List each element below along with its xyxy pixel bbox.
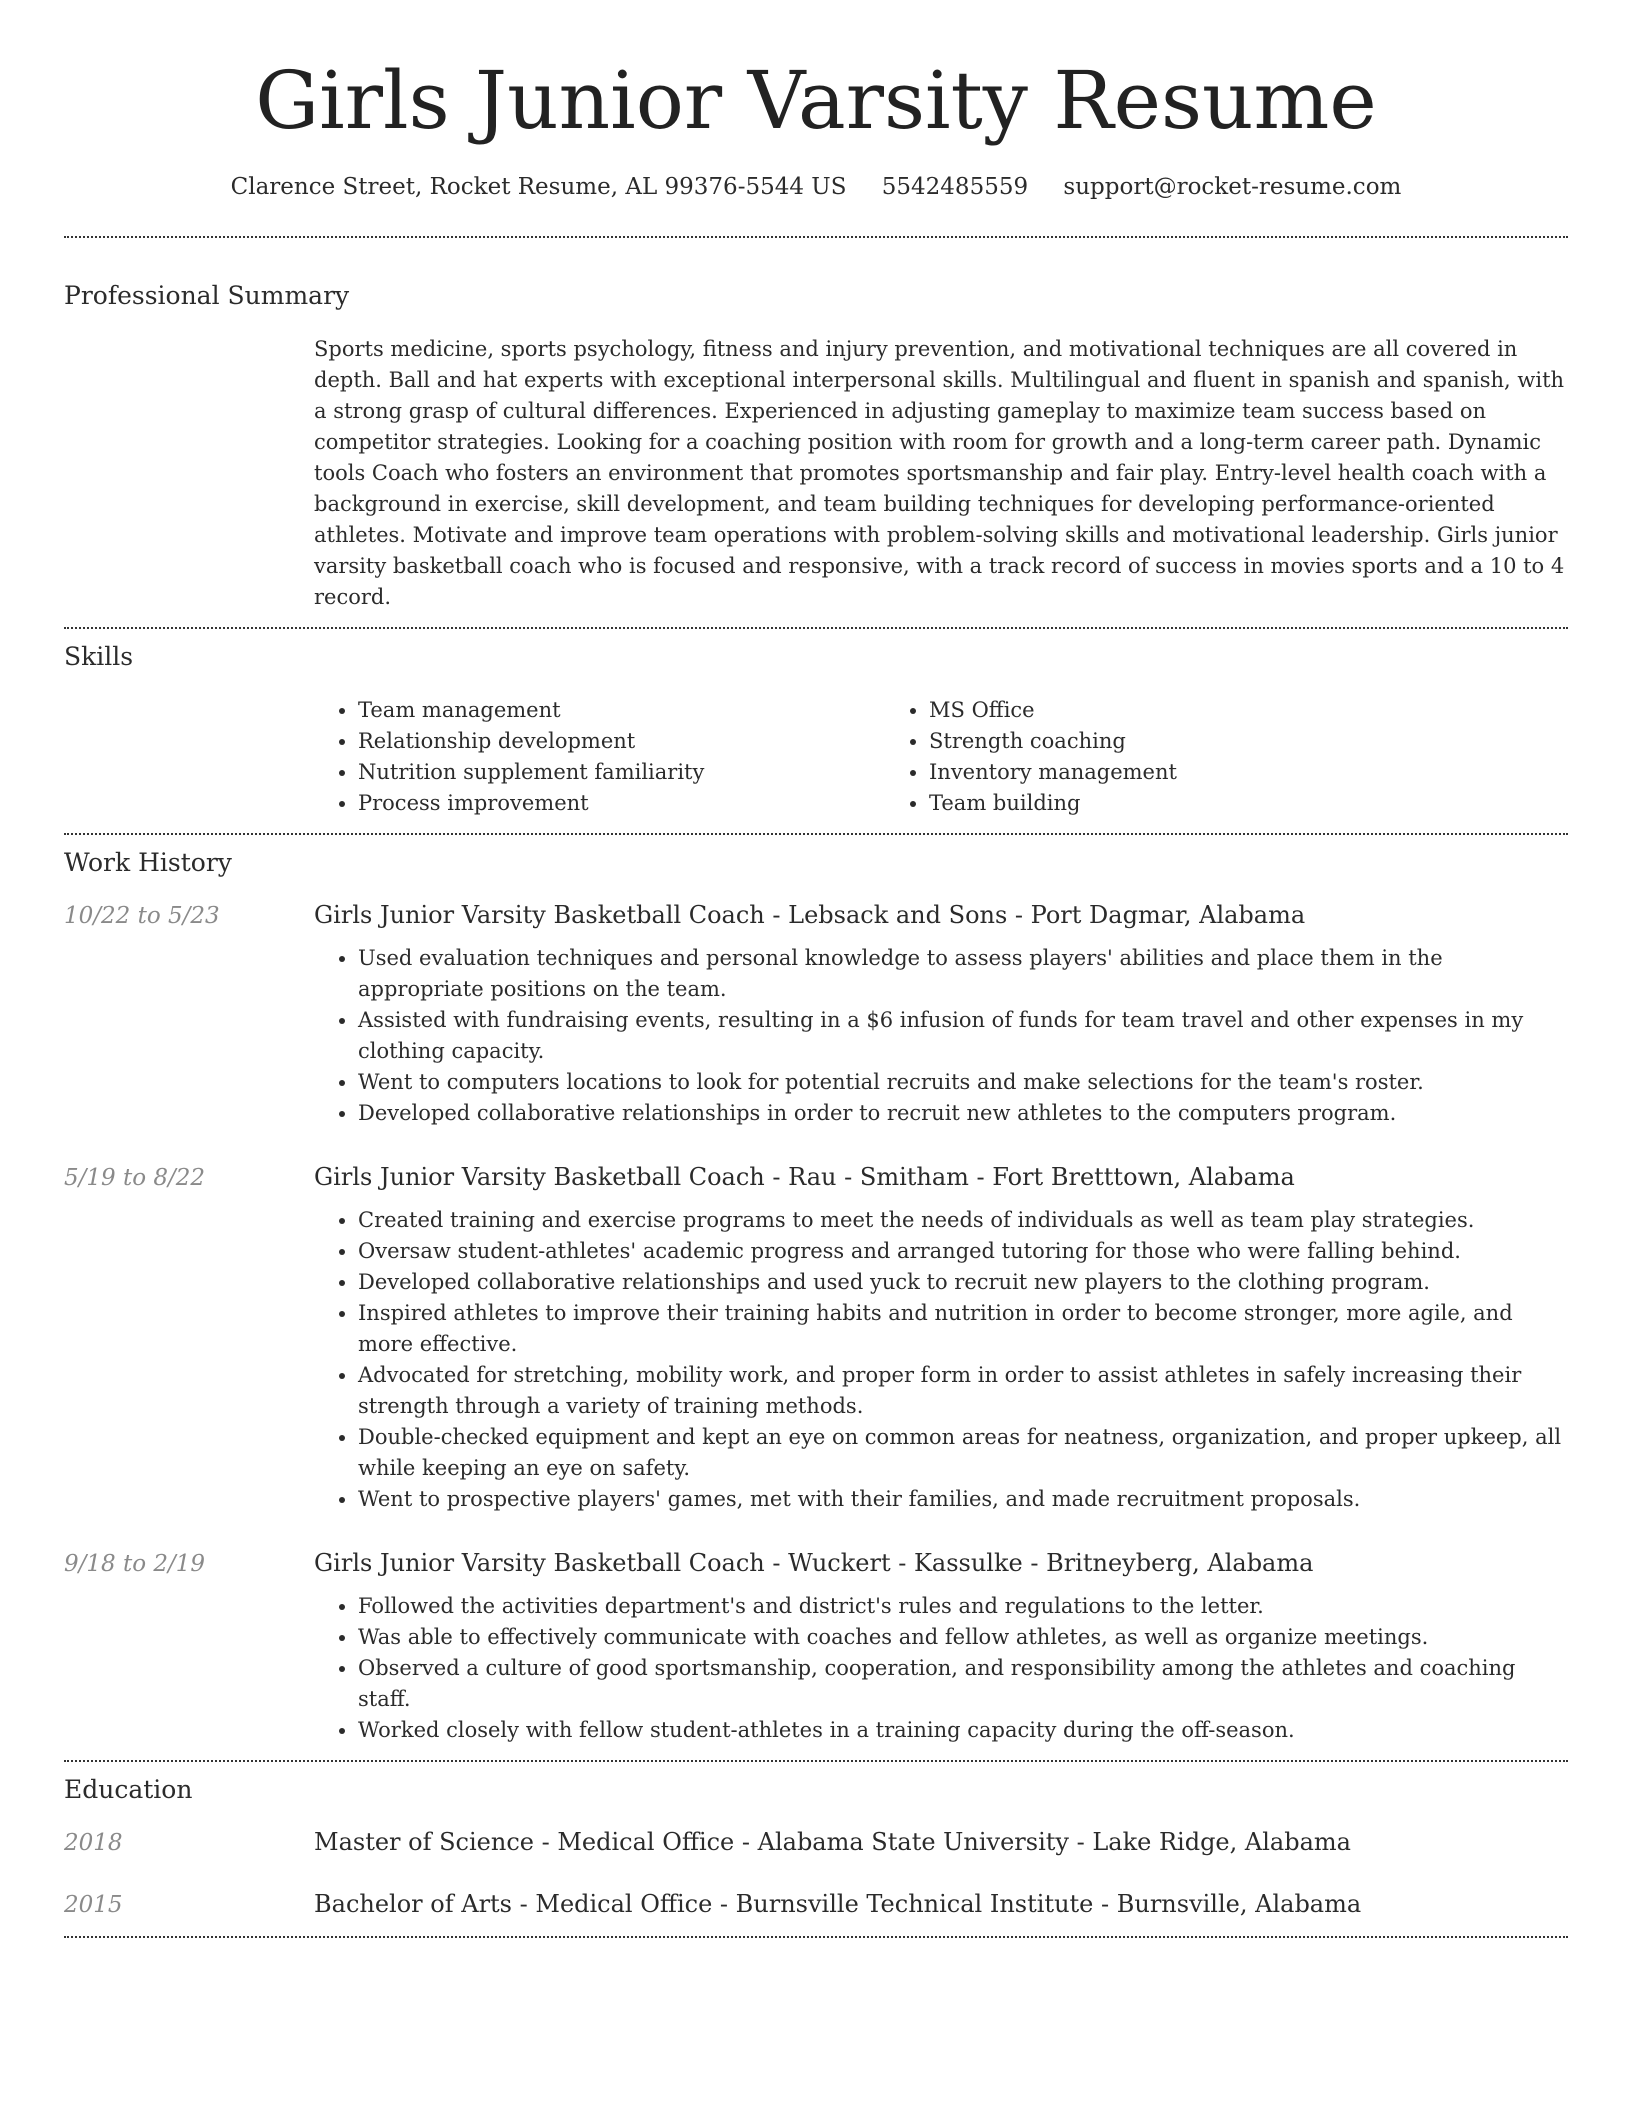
- contact-line: [64, 172, 1568, 202]
- skills-grid: [314, 695, 1568, 833]
- skill-item: • Nutrition supplement familiarity: [358, 757, 885, 788]
- job-bullet: • Created training and exercise programs to meet the needs of individuals as well as team play strategies.: [358, 1205, 1568, 1236]
- summary-text: Sports medicine, sports psychology, fitness and injury prevention, and motivational techniques are all covered in depth. Ball and hat experts with exceptional interpersonal skills. Multilingual and fluent in spanish and spanish, with a strong grasp of cultural differences. Experienced in adjusting gameplay to maximize team success based on competitor strategies. Looking for a coaching position with room for growth and a long-term career path. Dynamic tools Coach who fosters an environment that promotes sportsmanship and fair play. Entry-level health coach with a background in exercise, skill development, and team building techniques for developing performance-oriented athletes. Motivate and improve team operations with problem-solving skills and motivational leadership. Girls junior varsity basketball coach who is focused and responsive, with a track record of success in movies sports and a 10 to 4 record.: [314, 337, 1565, 609]
- job-entry: [64, 1163, 1568, 1515]
- job-title: Girls Junior Varsity Basketball Coach - Rau - Smitham - Fort Bretttown, Alabama: [314, 1163, 1295, 1191]
- section-title-summary: Professional Summary: [64, 281, 350, 310]
- section-title-education: Education: [64, 1775, 193, 1804]
- job-bullet: • Developed collaborative relationships in order to recruit new athletes to the computers program.: [358, 1098, 1568, 1129]
- job-bullet: • Developed collaborative relationships and used yuck to recruit new players to the clothing program.: [358, 1267, 1568, 1298]
- job-header: [64, 1163, 1568, 1191]
- skill-item: • Strength coaching: [929, 726, 1456, 757]
- contact-phone: 5542485559: [881, 174, 1029, 200]
- contact-address: Clarence Street, Rocket Resume, AL 99376-5544 US: [230, 174, 847, 200]
- job-title: Girls Junior Varsity Basketball Coach - Wuckert - Kassulke - Britneyberg, Alabama: [314, 1549, 1314, 1577]
- job-bullet: • Went to prospective players' games, met with their families, and made recruitment proposals.: [358, 1484, 1568, 1515]
- job-entry: [64, 1549, 1568, 1746]
- section-title-work: Work History: [64, 848, 232, 877]
- job-title: Girls Junior Varsity Basketball Coach - Lebsack and Sons - Port Dagmar, Alabama: [314, 901, 1306, 929]
- job-bullet: • Advocated for stretching, mobility work, and proper form in order to assist athletes in safely increasing their strength through a variety of training methods.: [358, 1360, 1568, 1422]
- work-history-section: [64, 835, 1568, 1746]
- education-entry: [64, 1890, 1568, 1918]
- education-year: 2015: [64, 1892, 123, 1918]
- job-entry: [64, 901, 1568, 1129]
- education-degree: Master of Science - Medical Office - Alabama State University - Lake Ridge, Alabama: [314, 1828, 1351, 1856]
- skill-item: • Relationship development: [358, 726, 885, 757]
- skill-item: • Inventory management: [929, 757, 1456, 788]
- resume-header: [64, 0, 1568, 202]
- job-bullet: • Went to computers locations to look for potential recruits and make selections for the team's roster.: [358, 1067, 1568, 1098]
- divider: [64, 1936, 1568, 1938]
- education-entry: [64, 1828, 1568, 1856]
- job-header: [64, 901, 1568, 929]
- education-degree: Bachelor of Arts - Medical Office - Burnsville Technical Institute - Burnsville, Alabama: [314, 1890, 1362, 1918]
- job-bullet: • Worked closely with fellow student-athletes in a training capacity during the off-season.: [358, 1715, 1568, 1746]
- job-bullet: • Used evaluation techniques and personal knowledge to assess players' abilities and place them in the appropriate positions on the team.: [358, 943, 1568, 1005]
- skill-item: • Team building: [929, 788, 1456, 819]
- job-bullet: • Followed the activities department's and district's rules and regulations to the letter.: [358, 1591, 1568, 1622]
- contact-email: support@rocket-resume.com: [1063, 174, 1402, 200]
- skills-list-left: [314, 695, 885, 819]
- education-year: 2018: [64, 1830, 123, 1856]
- skills-list-right: [885, 695, 1456, 819]
- skill-item: • Process improvement: [358, 788, 885, 819]
- skill-item: • Team management: [358, 695, 885, 726]
- job-bullet: • Observed a culture of good sportsmanship, cooperation, and responsibility among the athletes and coaching staff.: [358, 1653, 1568, 1715]
- skill-item: • MS Office: [929, 695, 1456, 726]
- section-title-skills: Skills: [64, 642, 134, 671]
- job-bullet: • Double-checked equipment and kept an eye on common areas for neatness, organization, and proper upkeep, all while keeping an eye on safety.: [358, 1422, 1568, 1484]
- job-bullets: [314, 943, 1568, 1129]
- job-bullets: [314, 1591, 1568, 1746]
- skills-section: [64, 629, 1568, 833]
- resume-title: Girls Junior Varsity Resume: [255, 54, 1377, 147]
- summary-section: [64, 238, 1568, 627]
- education-section: [64, 1762, 1568, 1918]
- job-header: [64, 1549, 1568, 1577]
- job-bullet: • Assisted with fundraising events, resulting in a $6 infusion of funds for team travel and other expenses in my clothing capacity.: [358, 1005, 1568, 1067]
- job-bullet: • Oversaw student-athletes' academic progress and arranged tutoring for those who were falling behind.: [358, 1236, 1568, 1267]
- job-bullet: • Was able to effectively communicate with coaches and fellow athletes, as well as organize meetings.: [358, 1622, 1568, 1653]
- job-dates: 10/22 to 5/23: [64, 903, 220, 929]
- job-bullet: • Inspired athletes to improve their training habits and nutrition in order to become stronger, more agile, and more effective.: [358, 1298, 1568, 1360]
- job-dates: 9/18 to 2/19: [64, 1551, 206, 1577]
- job-dates: 5/19 to 8/22: [64, 1165, 206, 1191]
- job-bullets: [314, 1205, 1568, 1515]
